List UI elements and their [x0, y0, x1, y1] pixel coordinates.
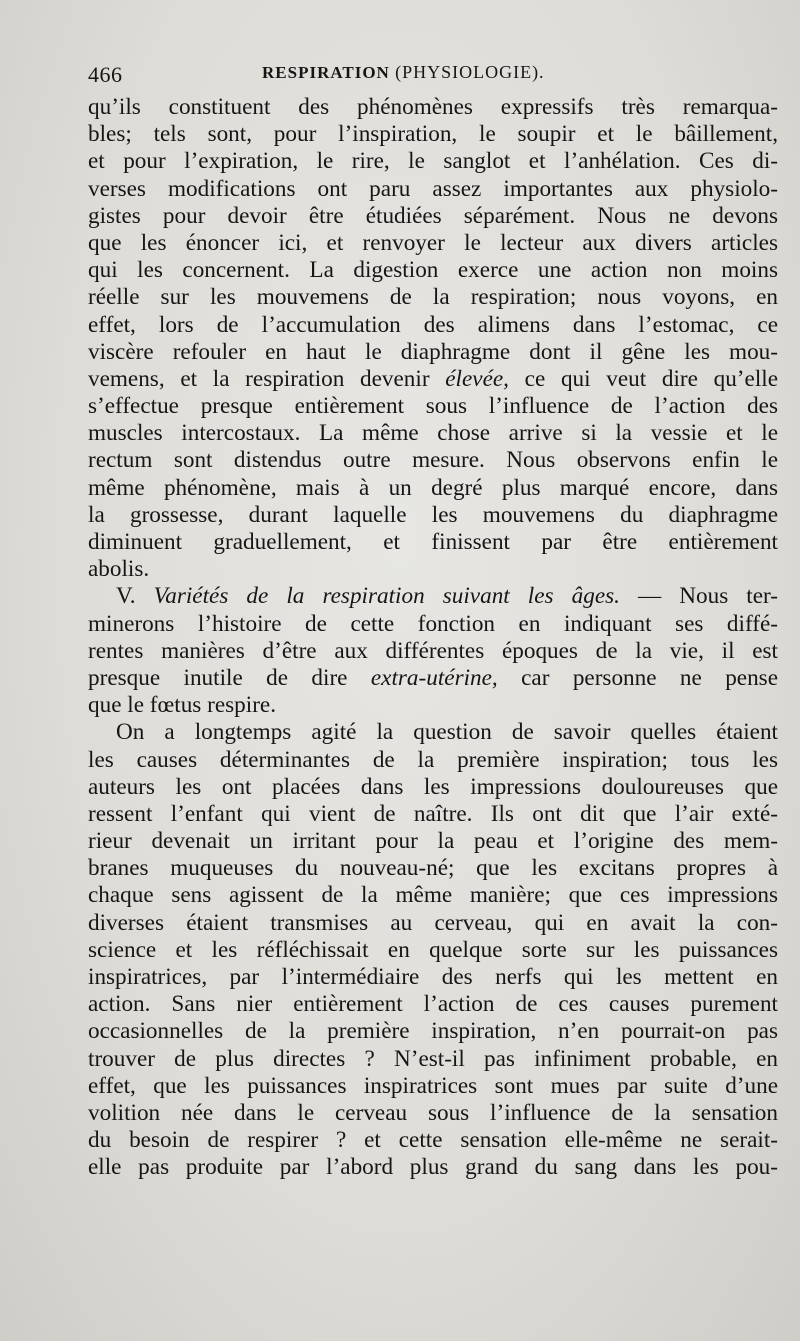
- text-line: action. Sans nier entièrement l’action de ces causes purement: [88, 991, 778, 1018]
- text-line: diminuent graduellement, et finissent par être entièrement: [88, 529, 778, 555]
- text-line: abolis.: [88, 556, 150, 583]
- text-segment: — Nous ter-: [619, 583, 779, 610]
- page-number: 466: [88, 62, 123, 87]
- text-line: elle pas produite par l’abord plus grand du sang dans les pou-: [88, 1154, 778, 1181]
- section-number: V.: [116, 583, 136, 610]
- text-line: auteurs les ont placées dans les impressions douloureuses que: [88, 773, 778, 800]
- text-line: du besoin de respirer ? et cette sensation elle-même ne serait-: [88, 1127, 778, 1154]
- section-title: Variétés de la respiration suivant les âges.: [153, 583, 620, 610]
- page-header: [88, 62, 728, 92]
- running-head-sub: (PHYSIOLOGIE).: [395, 62, 545, 82]
- text-line: muscles intercostaux. La même chose arrive si la vessie et le: [88, 420, 778, 447]
- text-line: minerons l’histoire de cette fonction en indiquant ses diffé-: [88, 610, 778, 637]
- italic-term: extra-utérine,: [370, 664, 498, 691]
- text-segment: vemens, et la respiration devenir: [88, 365, 446, 392]
- text-line: occasionnelles de la première inspiration, n’en pourrait-on pas: [88, 1018, 778, 1045]
- text-line: effet, que les puissances inspiratrices sont mues par suite d’une: [88, 1072, 778, 1099]
- running-head-main: RESPIRATION: [262, 63, 390, 82]
- text-line: rieur devenait un irritant pour la peau et l’origine des mem-: [88, 828, 778, 855]
- text-line: qui les concernent. La digestion exerce une action non moins: [88, 257, 778, 284]
- text-line: bles; tels sont, pour l’inspiration, le soupir et le bâillement,: [88, 121, 778, 148]
- text-line: réelle sur les mouvemens de la respiration; nous voyons, en: [88, 284, 778, 311]
- text-line: ressent l’enfant qui vient de naître. Ils ont dit que l’air exté-: [88, 800, 778, 827]
- text-line: On a longtemps agité la question de savoir quelles étaient: [116, 719, 778, 746]
- text-line: volition née dans le cerveau sous l’influence de la sensation: [88, 1099, 778, 1126]
- running-head: [262, 62, 545, 83]
- text-line: rentes manières d’être aux différentes époques de la vie, il est: [88, 637, 778, 664]
- text-line: trouver de plus directes ? N’est-il pas infiniment probable, en: [88, 1045, 778, 1072]
- body-text: [88, 94, 778, 1182]
- text-line: science et les réfléchissait en quelque sorte sur les puissances: [88, 936, 778, 963]
- text-line: [88, 665, 778, 692]
- text-line: chaque sens agissent de la même manière; que ces impressions: [88, 882, 778, 909]
- text-line: s’effectue presque entièrement sous l’influence de l’action des: [88, 393, 778, 420]
- text-line: [88, 366, 778, 393]
- text-line: viscère refouler en haut le diaphragme dont il gêne les mou-: [88, 338, 778, 365]
- text-line: gistes pour devoir être étudiées séparément. Nous ne devons: [88, 202, 778, 229]
- text-line: effet, lors de l’accumulation des alimens dans l’estomac, ce: [88, 311, 778, 338]
- section-heading-line: [88, 583, 778, 610]
- text-line: les causes déterminantes de la première inspiration; tous les: [88, 746, 778, 773]
- text-line: rectum sont distendus outre mesure. Nous observons enfin le: [88, 447, 778, 474]
- text-line: inspiratrices, par l’intermédiaire des nerfs qui les mettent en: [88, 964, 778, 990]
- text-line: diverses étaient transmises au cerveau, qui en avait la con-: [88, 909, 778, 936]
- text-line: que les énoncer ici, et renvoyer le lecteur aux divers articles: [88, 229, 778, 256]
- text-segment: car personne ne pense: [497, 664, 778, 691]
- text-line: la grossesse, durant laquelle les mouvemens du diaphragme: [88, 501, 778, 528]
- text-line: même phénomène, mais à un degré plus marqué encore, dans: [88, 474, 778, 501]
- text-segment: ce qui veut dire qu’elle: [508, 365, 778, 392]
- text-line: et pour l’expiration, le rire, le sanglot et l’anhélation. Ces di-: [88, 148, 778, 175]
- text-segment: presque inutile de dire: [88, 664, 371, 691]
- italic-term: élevée,: [445, 365, 509, 392]
- text-line: qu’ils constituent des phénomènes expressifs très remarqua-: [88, 94, 778, 120]
- text-line: que le fœtus respire.: [88, 692, 277, 719]
- text-line: verses modifications ont paru assez importantes aux physiolo-: [88, 175, 778, 202]
- text-line: branes muqueuses du nouveau-né; que les excitans propres à: [88, 855, 778, 882]
